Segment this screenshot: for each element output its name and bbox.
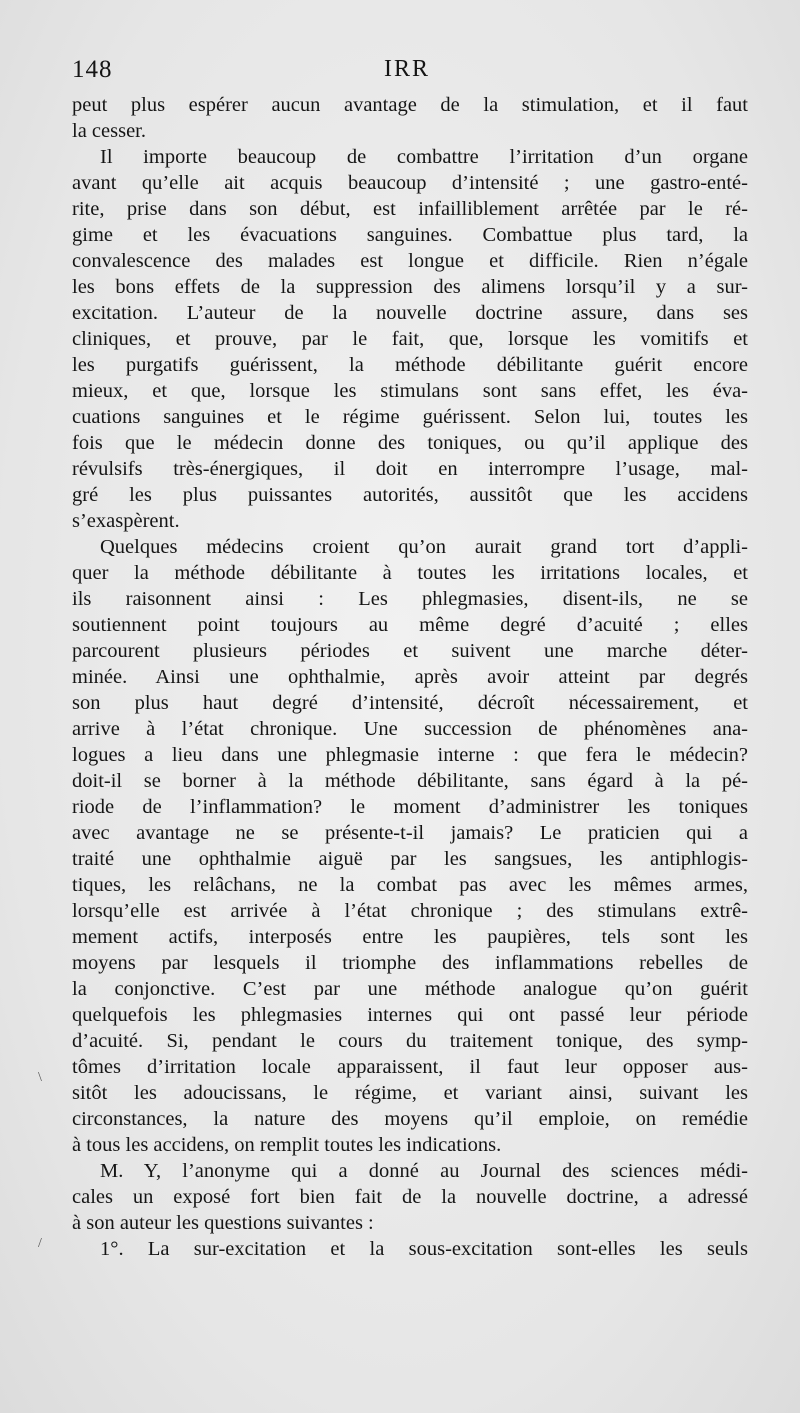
text-line: moyens par lesquels il triomphe des inflammations rebelles de — [72, 952, 748, 974]
text-line: riode de l’inflammation? le moment d’administrer les toniques — [72, 796, 748, 818]
text-line: mieux, et que, lorsque les stimulans sont sans effet, les éva- — [72, 380, 748, 402]
text-line: avec avantage ne se présente-t-il jamais? Le praticien qui a — [72, 822, 748, 844]
text-line: d’acuité. Si, pendant le cours du traitement tonique, des symp- — [72, 1030, 748, 1052]
text-line: Quelques médecins croient qu’on aurait grand tort d’appli- — [100, 536, 748, 558]
text-line: les bons effets de la suppression des alimens lorsqu’il y a sur- — [72, 276, 748, 298]
text-line: soutiennent point toujours au même degré d’acuité ; elles — [72, 614, 748, 636]
text-line: s’exaspèrent. — [72, 510, 180, 532]
page-header — [72, 56, 748, 92]
text-line: fois que le médecin donne des toniques, ou qu’il applique des — [72, 432, 748, 454]
text-line: logues a lieu dans une phlegmasie interne : que fera le médecin? — [72, 744, 748, 766]
text-line: rite, prise dans son début, est infailliblement arrêtée par le ré- — [72, 198, 748, 220]
text-line: doit-il se borner à la méthode débilitante, sans égard à la pé- — [72, 770, 748, 792]
margin-tick-mark: / — [38, 1236, 42, 1251]
text-line: à tous les accidens, on remplit toutes les indications. — [72, 1134, 502, 1156]
text-line: arrive à l’état chronique. Une succession de phénomènes ana- — [72, 718, 748, 740]
text-line: convalescence des malades est longue et difficile. Rien n’égale — [72, 250, 748, 272]
text-line: 1°. La sur-excitation et la sous-excitation sont-elles les seuls — [100, 1238, 748, 1260]
text-line: à son auteur les questions suivantes : — [72, 1212, 374, 1234]
text-line: cliniques, et prouve, par le fait, que, lorsque les vomitifs et — [72, 328, 748, 350]
text-line: minée. Ainsi une ophthalmie, après avoir atteint par degrés — [72, 666, 748, 688]
text-line: tiques, les relâchans, ne la combat pas avec les mêmes armes, — [72, 874, 748, 896]
page-number: 148 — [72, 56, 113, 83]
text-line: Il importe beaucoup de combattre l’irritation d’un organe — [100, 146, 748, 168]
text-line: mement actifs, interposés entre les paupières, tels sont les — [72, 926, 748, 948]
text-line: M. Y, l’anonyme qui a donné au Journal des sciences médi- — [100, 1160, 748, 1182]
text-line: sitôt les adoucissans, le régime, et variant ainsi, suivant les — [72, 1082, 748, 1104]
text-line: cuations sanguines et le régime guérissent. Selon lui, toutes les — [72, 406, 748, 428]
text-line: gime et les évacuations sanguines. Combattue plus tard, la — [72, 224, 748, 246]
body-text — [72, 92, 748, 1262]
text-line: la cesser. — [72, 120, 146, 142]
text-line: avant qu’elle ait acquis beaucoup d’intensité ; une gastro-enté- — [72, 172, 748, 194]
text-line: ils raisonnent ainsi : Les phlegmasies, disent-ils, ne se — [72, 588, 748, 610]
text-line: quelquefois les phlegmasies internes qui ont passé leur période — [72, 1004, 748, 1026]
text-line: peut plus espérer aucun avantage de la stimulation, et il faut — [72, 94, 748, 116]
text-line: parcourent plusieurs périodes et suivent une marche déter- — [72, 640, 748, 662]
text-line: lorsqu’elle est arrivée à l’état chronique ; des stimulans extrê- — [72, 900, 748, 922]
margin-tick-mark: \ — [38, 1070, 42, 1085]
text-line: la conjonctive. C’est par une méthode analogue qu’on guérit — [72, 978, 748, 1000]
text-line: gré les plus puissantes autorités, aussitôt que les accidens — [72, 484, 748, 506]
text-line: traité une ophthalmie aiguë par les sangsues, les antiphlogis- — [72, 848, 748, 870]
text-line: quer la méthode débilitante à toutes les irritations locales, et — [72, 562, 748, 584]
text-line: circonstances, la nature des moyens qu’il emploie, on remédie — [72, 1108, 748, 1130]
text-line: tômes d’irritation locale apparaissent, il faut leur opposer aus- — [72, 1056, 748, 1078]
text-line: excitation. L’auteur de la nouvelle doctrine assure, dans ses — [72, 302, 748, 324]
text-line: cales un exposé fort bien fait de la nouvelle doctrine, a adressé — [72, 1186, 748, 1208]
text-line: son plus haut degré d’intensité, décroît nécessairement, et — [72, 692, 748, 714]
text-line: les purgatifs guérissent, la méthode débilitante guérit encore — [72, 354, 748, 376]
text-line: révulsifs très-énergiques, il doit en interrompre l’usage, mal- — [72, 458, 748, 480]
running-head: IRR — [384, 56, 431, 82]
